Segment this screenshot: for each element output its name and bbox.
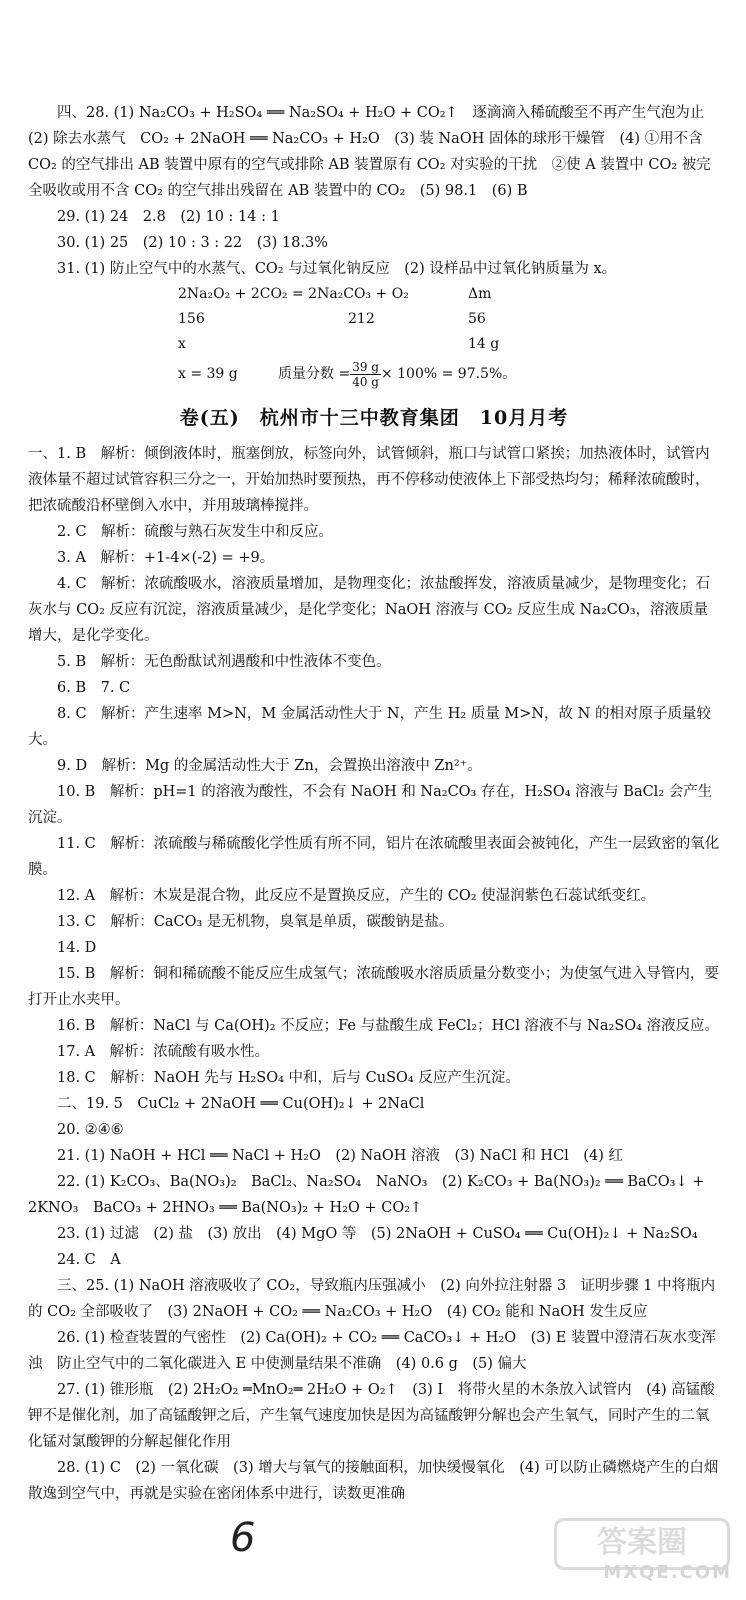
answer-item: 24. C A — [57, 1252, 121, 1268]
answer-item: 21. (1) NaOH + HCl ══ NaCl + H₂O (2) NaOH 溶液 (3) NaCl 和 HCl (4) 红 — [57, 1148, 623, 1164]
watermark-domain: MXQE.COM — [603, 1562, 732, 1583]
answer-item: 14. D — [57, 940, 97, 956]
answer-item: 一、1. B 解析：倾倒液体时，瓶塞倒放，标签向外，试管倾斜，瓶口与试管口紧挨；加热液体时，试管内液体量不超过试管容积三分之一，开始加热时要预热，再不停移动使液体上下部受热均匀；稀释浓硫酸时，把浓硫酸沿杯壁倒入水中，并用玻璃棒搅拌。 — [28, 446, 710, 514]
answer-item: 23. (1) 过滤 (2) 盐 (3) 放出 (4) MgO 等 (5) 2NaOH + CuSO₄ ══ Cu(OH)₂↓ + Na₂SO₄ — [57, 1226, 698, 1242]
answer-item: 12. A 解析：木炭是混合物，此反应不是置换反应，产生的 CO₂ 使湿润紫色石蕊试纸变红。 — [57, 888, 656, 904]
calc-result: × 100% = 97.5%。 — [380, 366, 517, 382]
answer-item: 20. ②④⑥ — [57, 1122, 124, 1138]
answer-item: 10. B 解析：pH=1 的溶液为酸性，不会有 NaOH 和 Na₂CO₃ 存在，H₂SO₄ 溶液与 BaCl₂ 会产生沉淀。 — [28, 784, 713, 826]
calc-x-value: x = 39 g — [178, 366, 238, 382]
calc-row-4 — [178, 357, 720, 391]
answer-4-31: 31. (1) 防止空气中的水蒸气、CO₂ 与过氧化钠反应 (2) 设样品中过氧化钠质量为 x。 — [57, 261, 617, 277]
answer-item: 二、19. 5 CuCl₂ + 2NaOH ══ Cu(OH)₂↓ + 2NaCl — [57, 1096, 425, 1112]
answer-item: 5. B 解析：无色酚酞试剂遇酸和中性液体不变色。 — [57, 654, 391, 670]
watermark — [558, 1518, 738, 1588]
answer-item: 2. C 解析：硫酸与熟石灰发生中和反应。 — [57, 524, 334, 540]
calc-row-3 — [178, 332, 720, 357]
calc-equation: 2Na₂O₂ + 2CO₂ = 2Na₂CO₃ + O₂ — [178, 286, 409, 302]
calc-x: x — [178, 336, 186, 352]
calc-row-1 — [178, 282, 720, 307]
answer-item: 17. A 解析：浓硫酸有吸水性。 — [57, 1044, 270, 1060]
watermark-logo: 答案圈 — [554, 1518, 730, 1570]
fraction-numerator: 39 g — [352, 359, 379, 374]
answer-item: 11. C 解析：浓硫酸与稀硫酸化学性质有所不同，铝片在浓硫酸里表面会被钝化，产生一层致密的氧化膜。 — [28, 836, 720, 878]
answer-item: 8. C 解析：产生速率 M>N，M 金属活动性大于 N，产生 H₂ 质量 M>N，故 N 的相对原子质量较大。 — [28, 706, 711, 748]
calc-212: 212 — [348, 311, 375, 327]
answer-item: 三、25. (1) NaOH 溶液吸收了 CO₂，导致瓶内压强减小 (2) 向外拉注射器 3 证明步骤 1 中将瓶内的 CO₂ 全部吸收了 (3) 2NaOH + CO₂ ══ Na₂CO₃ + H₂O (4) CO₂ 能和 NaOH 发生反应 — [28, 1278, 716, 1320]
answer-item: 9. D 解析：Mg 的金属活动性大于 Zn，会置换出溶液中 Zn²⁺。 — [57, 758, 482, 774]
answer-item: 15. B 解析：铜和稀硫酸不能反应生成氢气；浓硫酸吸水溶质质量分数变小；为使氢气进入导管内，要打开止水夹甲。 — [28, 966, 719, 1008]
answer-item: 13. C 解析：CaCO₃ 是无机物，臭氧是单质，碳酸钠是盐。 — [57, 914, 454, 930]
answer-list — [28, 441, 720, 1507]
answer-item: 26. (1) 检查装置的气密性 (2) Ca(OH)₂ + CO₂ ══ CaCO₃↓ + H₂O (3) E 装置中澄清石灰水变浑浊 防止空气中的二氧化碳进入 E 中使测量结果不准确 (4) 0.6 g (5) 偏大 — [28, 1330, 716, 1372]
answer-item: 3. A 解析：+1-4×(-2) = +9。 — [57, 550, 275, 566]
answer-item: 27. (1) 锥形瓶 (2) 2H₂O₂ ═MnO₂═ 2H₂O + O₂↑ (3) Ⅰ 将带火星的木条放入试管内 (4) 高锰酸钾不是催化剂，加了高锰酸钾之后，产生氧气速度加快是因为高锰酸钾分解也会产生氧气，同时产生的二氧化锰对氯酸钾的分解起催化作用 — [28, 1382, 715, 1450]
answer-page — [28, 100, 720, 1507]
answer-item: 28. (1) C (2) 一氧化碳 (3) 增大与氧气的接触面积，加快缓慢氧化 (4) 可以防止磷燃烧产生的白烟散逸到空气中，再就是实验在密闭体系中进行，读数更准确 — [28, 1460, 719, 1502]
answer-item: 16. B 解析：NaCl 与 Ca(OH)₂ 不反应；Fe 与盐酸生成 FeCl₂；HCl 溶液不与 Na₂SO₄ 溶液反应。 — [57, 1018, 720, 1034]
answer-4-29: 29. (1) 24 2.8 (2) 10 : 14 : 1 — [57, 209, 280, 225]
handwritten-page-number: 6 — [230, 1515, 256, 1561]
calc-56: 56 — [468, 311, 486, 327]
fraction-denominator: 40 g — [352, 374, 379, 389]
answer-item: 6. B 7. C — [57, 680, 131, 696]
answer-item: 18. C 解析：NaOH 先与 H₂SO₄ 中和，后与 CuSO₄ 反应产生沉淀。 — [57, 1070, 520, 1086]
answer-4-30: 30. (1) 25 (2) 10 : 3 : 22 (3) 18.3% — [57, 235, 328, 251]
calc-14g: 14 g — [468, 336, 500, 352]
calc-delta-m: Δm — [468, 286, 492, 302]
answer-item: 4. C 解析：浓硫酸吸水，溶液质量增加，是物理变化；浓盐酸挥发，溶液质量减少，是物理变化；石灰水与 CO₂ 反应有沉淀，溶液质量减少，是化学变化；NaOH 溶液与 CO₂ 反应生成 Na₂CO₃，溶液质量增大，是化学变化。 — [28, 576, 711, 644]
calc-mass-fraction-label: 质量分数 = — [278, 366, 351, 382]
calc-156: 156 — [178, 311, 205, 327]
calc-row-2 — [178, 307, 720, 332]
answer-item: 22. (1) K₂CO₃、Ba(NO₃)₂ BaCl₂、Na₂SO₄ NaNO₃ (2) K₂CO₃ + Ba(NO₃)₂ ══ BaCO₃↓ + 2KNO₃ BaCO₃ + 2HNO₃ ══ Ba(NO₃)₂ + H₂O + CO₂↑ — [28, 1174, 705, 1216]
answer-4-28: 四、28. (1) Na₂CO₃ + H₂SO₄ ══ Na₂SO₄ + H₂O + CO₂↑ 逐滴滴入稀硫酸至不再产生气泡为止 (2) 除去水蒸气 CO₂ + 2NaOH ══ Na₂CO₃ + H₂O (3) 装 NaOH 固体的球形干燥管 (4) ①用不含 CO₂ 的空气排出 AB 装置中原有的空气或排除 AB 装置原有 CO₂ 对实验的干扰 ②使 A 装置中 CO₂ 被完全吸收或用不含 CO₂ 的空气排出残留在 AB 装置中的 CO₂ (5) 98.1 (6) B — [28, 105, 719, 199]
section-title: 卷(五) 杭州市十三中教育集团 10月月考 — [179, 407, 569, 429]
calc-fraction — [350, 360, 381, 389]
